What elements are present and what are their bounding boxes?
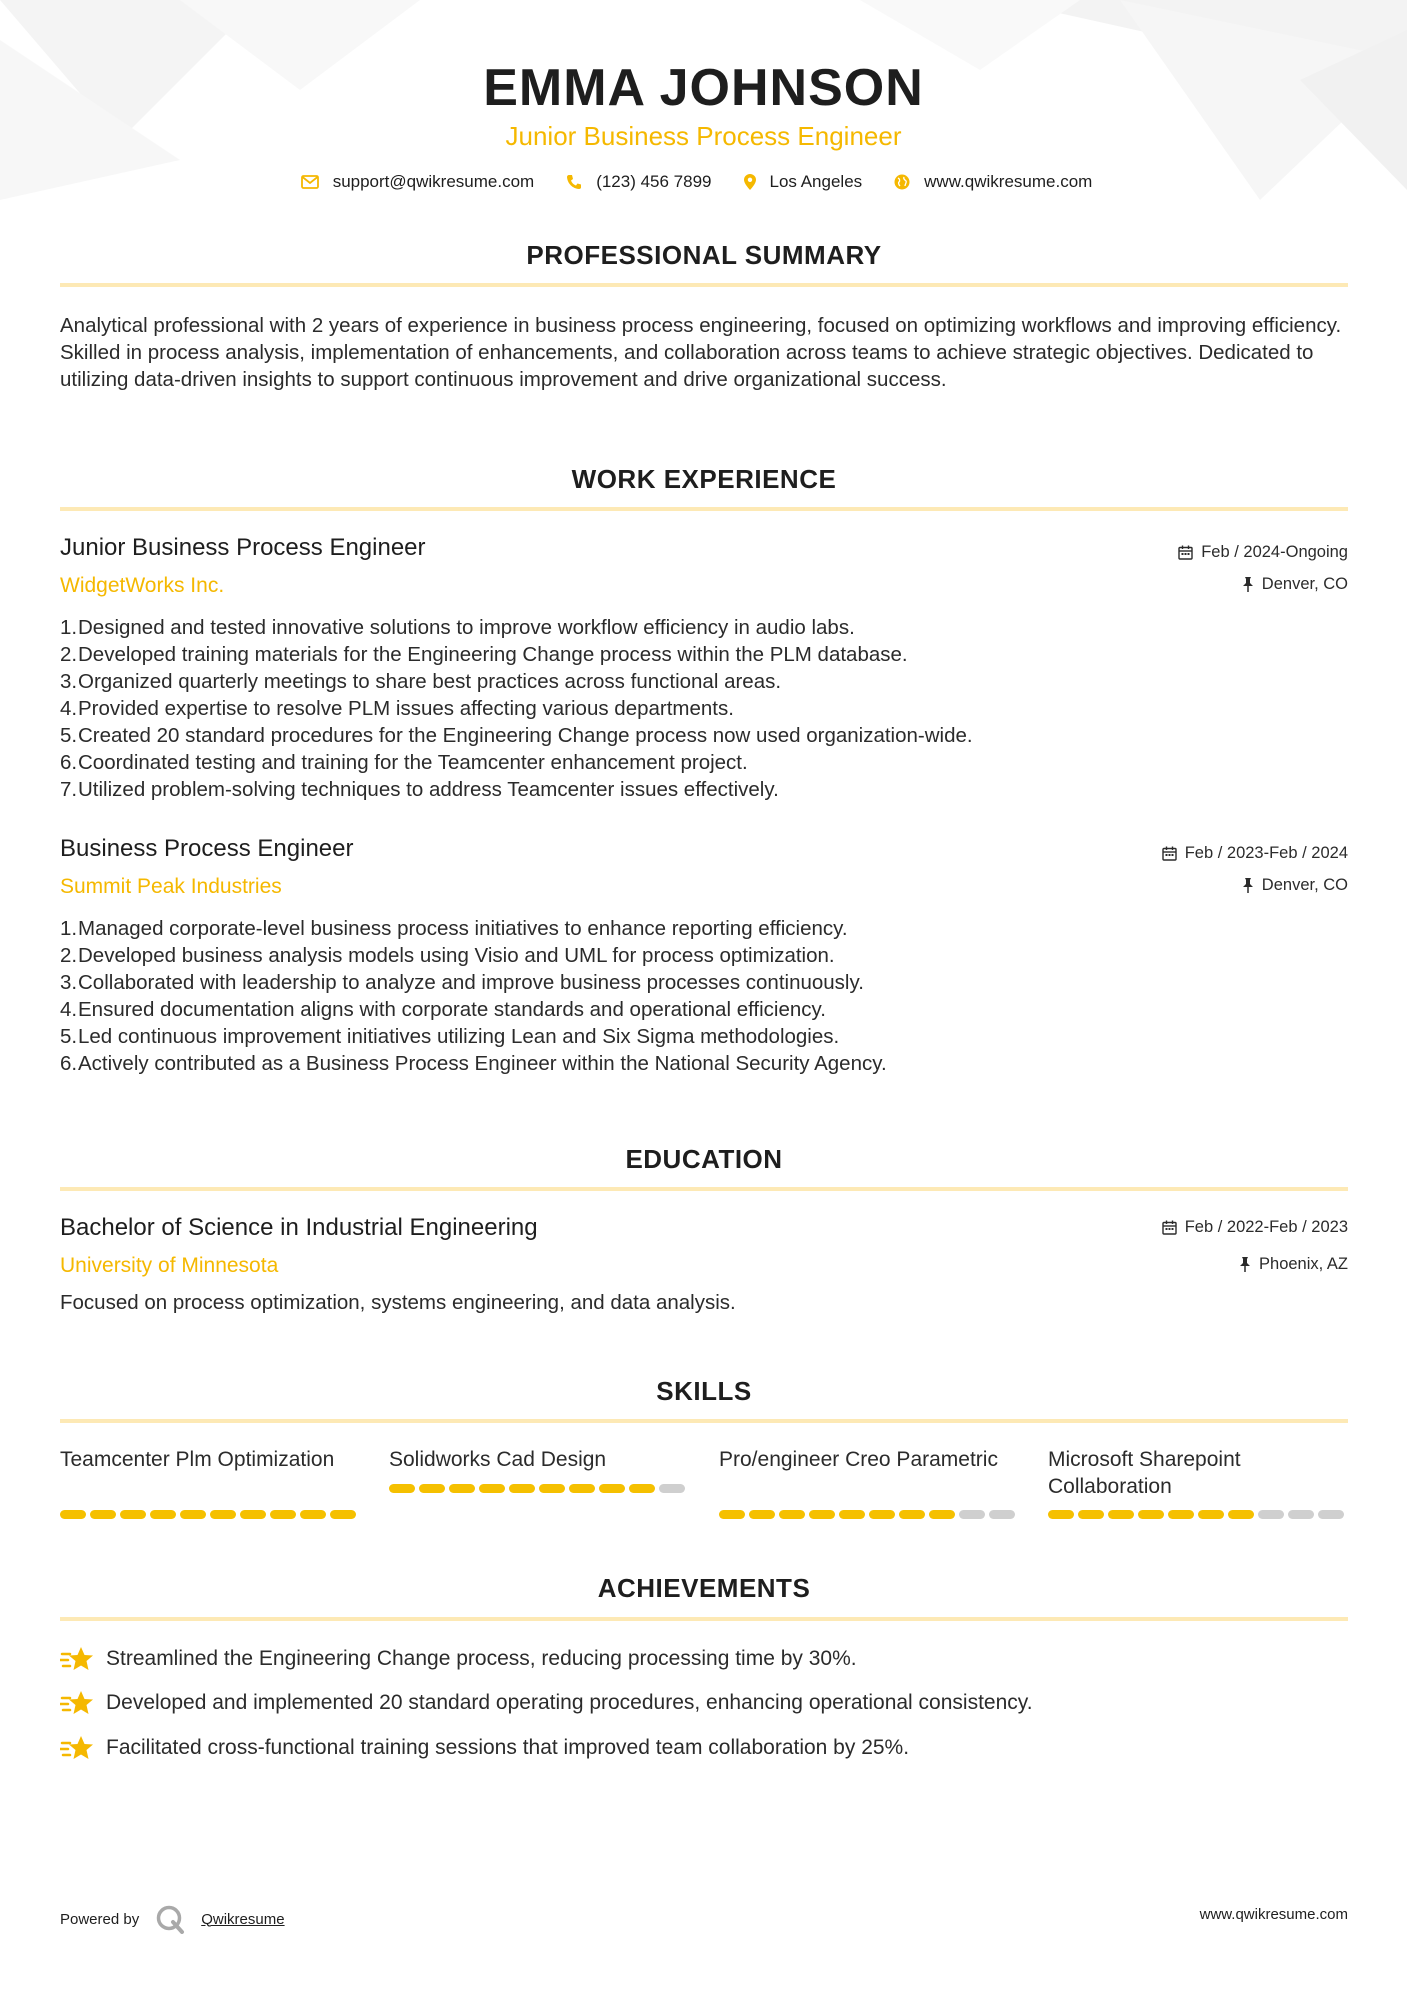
list-item: 6. Coordinated testing and training for the Teamcenter enhancement project. [60,751,748,774]
skill-level-bar-1 [60,1510,356,1519]
envelope-icon [301,175,319,189]
job-company-2: Summit Peak Industries [60,875,282,898]
skill-segment-filled [330,1510,356,1519]
skill-segment-filled [749,1510,775,1519]
summary-text: Analytical professional with 2 years of experience in business process engineering, focused on optimizing workflows and improving efficiency. Skilled in process analysis, implementation of enhancements, and collaboration across teams to achieve strategic objectives. Dedicated to utilizing data-driven insights to support continuous improvement and drive organizational success. [60,314,1342,391]
skill-segment-filled [479,1484,505,1493]
job-dates-1 [1178,543,1348,562]
skill-segment-filled [1108,1510,1134,1519]
skill-segment-empty [1288,1510,1314,1519]
education-heading: EDUCATION [625,1144,783,1174]
skill-3 [719,1446,1019,1473]
list-item: 1. Managed corporate-level business process initiatives to enhance reporting efficiency. [60,917,848,940]
job-title-2: Business Process Engineer [60,835,354,862]
list-item: 3. Collaborated with leadership to analyze and improve business processes continuously. [60,971,864,994]
skill-segment-filled [1198,1510,1224,1519]
skill-segment-filled [1048,1510,1074,1519]
list-item: 5. Led continuous improvement initiatives utilizing Lean and Six Sigma methodologies. [60,1025,840,1048]
job-location-text-2: Denver, CO [1261,876,1348,894]
pushpin-icon [1242,878,1254,893]
pushpin-icon [1242,577,1254,592]
job-dates-text-1: Feb / 2024-Ongoing [1201,543,1348,561]
skill-level-bar-4 [1048,1510,1344,1519]
list-item: 4. Provided expertise to resolve PLM issues affecting various departments. [60,697,734,720]
skill-segment-filled [180,1510,206,1519]
skill-4 [1048,1446,1348,1500]
skill-segment-filled [719,1510,745,1519]
achievement-text-2: Developed and implemented 20 standard operating procedures, enhancing operational consistency. [106,1691,1033,1714]
qwikresume-link[interactable]: Qwikresume [201,1910,285,1928]
skill-segment-filled [210,1510,236,1519]
skill-segment-filled [629,1484,655,1493]
skill-level-bar-2 [389,1484,685,1493]
calendar-icon [1162,1220,1177,1235]
skill-segment-filled [929,1510,955,1519]
skill-segment-filled [240,1510,266,1519]
education-dates-text: Feb / 2022-Feb / 2023 [1184,1218,1348,1236]
summary-divider [60,283,1348,287]
achievement-item-1 [60,1645,857,1673]
skill-2 [389,1446,689,1473]
candidate-title: Junior Business Process Engineer [505,121,902,151]
achievement-text-1: Streamlined the Engineering Change process, reducing processing time by 30%. [106,1647,857,1670]
skill-name-4: Microsoft Sharepoint Collaboration [1048,1448,1241,1498]
achievement-item-2 [60,1689,1033,1717]
phone-icon [566,174,582,190]
skill-segment-filled [509,1484,535,1493]
experience-heading: WORK EXPERIENCE [571,464,837,494]
job-location-text-1: Denver, CO [1261,575,1348,593]
education-dates [1162,1218,1348,1237]
education-location [1239,1255,1348,1274]
job-dates-2 [1162,844,1348,863]
skill-segment-filled [599,1484,625,1493]
skill-segment-filled [869,1510,895,1519]
map-pin-icon [744,174,756,190]
skill-segment-filled [809,1510,835,1519]
school-name: University of Minnesota [60,1254,279,1277]
skill-segment-filled [449,1484,475,1493]
skill-segment-filled [150,1510,176,1519]
achievement-text-3: Facilitated cross-functional training sessions that improved team collaboration by 25%. [106,1736,910,1759]
skill-name-2: Solidworks Cad Design [389,1448,607,1471]
skill-segment-filled [1078,1510,1104,1519]
star-icon [60,1645,94,1673]
skill-segment-empty [659,1484,685,1493]
skill-segment-filled [839,1510,865,1519]
skill-segment-filled [389,1484,415,1493]
candidate-name: EMMA JOHNSON [483,59,924,117]
skills-heading: SKILLS [656,1376,752,1406]
skill-segment-filled [270,1510,296,1519]
calendar-icon [1178,545,1193,560]
skill-segment-filled [60,1510,86,1519]
list-item: 2. Developed training materials for the Engineering Change process within the PLM database. [60,643,908,666]
skill-segment-filled [90,1510,116,1519]
job-location-2 [1242,876,1348,895]
summary-heading: PROFESSIONAL SUMMARY [526,240,882,270]
skill-segment-filled [120,1510,146,1519]
skill-segment-filled [1138,1510,1164,1519]
skill-segment-filled [300,1510,326,1519]
contact-phone[interactable] [566,172,711,192]
contact-email[interactable] [301,172,535,192]
pushpin-icon [1239,1257,1251,1272]
skill-1 [60,1446,360,1473]
achievements-heading: ACHIEVEMENTS [597,1573,811,1603]
job-bullets-1 [60,614,1320,803]
skill-segment-filled [899,1510,925,1519]
job-title-1: Junior Business Process Engineer [60,534,426,561]
education-description: Focused on process optimization, systems engineering, and data analysis. [60,1291,736,1314]
list-item: 6. Actively contributed as a Business Process Engineer within the National Security Agency. [60,1052,887,1075]
list-item: 7. Utilized problem-solving techniques to address Teamcenter issues effectively. [60,778,779,801]
footer-powered-by [60,1904,285,1934]
skill-segment-filled [779,1510,805,1519]
list-item: 2. Developed business analysis models using Visio and UML for process optimization. [60,944,835,967]
contact-location [744,172,863,192]
skill-segment-filled [539,1484,565,1493]
contact-bar [0,172,1407,192]
list-item: 4. Ensured documentation aligns with corporate standards and operational efficiency. [60,998,826,1021]
contact-website[interactable] [894,172,1092,192]
job-location-1 [1242,575,1348,594]
calendar-icon [1162,846,1177,861]
skill-segment-empty [989,1510,1015,1519]
job-company-1: WidgetWorks Inc. [60,574,225,597]
list-item: 5. Created 20 standard procedures for the Engineering Change process now used organization-wide. [60,724,973,747]
website-text: www.qwikresume.com [924,172,1093,191]
achievements-divider [60,1617,1348,1621]
skill-level-bar-3 [719,1510,1015,1519]
experience-divider [60,507,1348,511]
skill-segment-empty [1318,1510,1344,1519]
skills-divider [60,1419,1348,1423]
star-icon [60,1734,94,1762]
skill-segment-filled [569,1484,595,1493]
skill-name-1: Teamcenter Plm Optimization [60,1448,335,1471]
skill-segment-filled [419,1484,445,1493]
qwikresume-logo-icon [155,1904,185,1934]
education-divider [60,1187,1348,1191]
star-icon [60,1689,94,1717]
achievement-item-3 [60,1734,909,1762]
skill-segment-filled [1228,1510,1254,1519]
email-text: support@qwikresume.com [332,172,535,191]
education-location-text: Phoenix, AZ [1259,1255,1348,1273]
powered-by-label: Powered by [60,1910,140,1928]
job-bullets-2 [60,915,1320,1077]
skill-segment-empty [959,1510,985,1519]
globe-icon [894,174,910,190]
footer-website[interactable]: www.qwikresume.com [1199,1906,1348,1923]
list-item: 3. Organized quarterly meetings to share best practices across functional areas. [60,670,782,693]
location-text: Los Angeles [769,172,863,191]
list-item: 1. Designed and tested innovative solutions to improve workflow efficiency in audio labs. [60,616,855,639]
job-dates-text-2: Feb / 2023-Feb / 2024 [1184,844,1348,862]
phone-text: (123) 456 7899 [596,172,712,191]
skill-segment-filled [1168,1510,1194,1519]
skill-segment-empty [1258,1510,1284,1519]
degree-title: Bachelor of Science in Industrial Engineering [60,1214,538,1241]
skill-name-3: Pro/engineer Creo Parametric [719,1448,998,1471]
